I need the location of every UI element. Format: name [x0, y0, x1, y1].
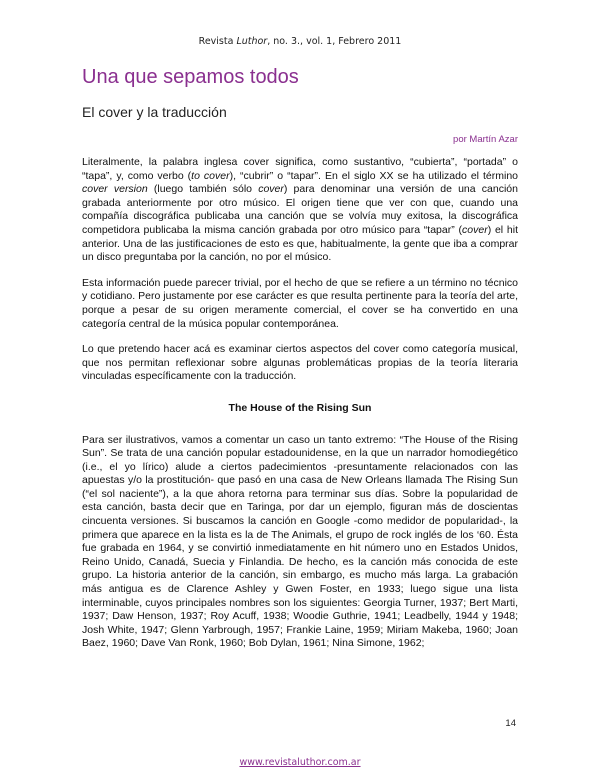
p1-text-e: (luego también sólo	[147, 183, 259, 196]
p1-italic-to-cover: to cover	[191, 169, 230, 182]
p1-text-a: Literalmente, la palabra inglesa cover significa, como sustantivo, “cubierta”, “portada” o “tapa”, y, como verbo (	[82, 156, 518, 182]
section-heading: The House of the Rising Sun	[228, 401, 372, 414]
article-body	[82, 156, 518, 663]
p1-text-c: ), “cubrir” o “tapar”. En el siglo XX se ha utilizado el término	[229, 169, 519, 182]
p1-italic-cover-2: cover	[462, 223, 488, 236]
header-issue: , no. 3., vol. 1, Febrero 2011	[267, 36, 402, 47]
article-title: Una que sepamos todos	[82, 66, 299, 88]
p1-italic-cover-version: cover version	[82, 183, 148, 196]
paragraph-4: Para ser ilustrativos, vamos a comentar un caso un tanto extremo: “The House of the Rising Sun”. Se trata de una canción popular estadounidense, en la que un narrador homodiegético (i.e., el yo lírico) alude a ciertos padecimientos -presuntamente relacionados con las apuestas y/o la prostitución- que pasó en una casa de New Orleans llamada The Rising Sun (“el sol naciente”), a la que ahora retorna para terminar sus días. Sobre la popularidad de esta canción, basta decir que en Taringa, por dar un ejemplo, figuran más de doscientas cincuenta versiones. Si buscamos la canción en Google -como medidor de popularidad-, la primera que aparece en la lista es la de The Animals, el grupo de rock inglés de los ‘60. Ésta fue grabada en 1964, y se convirtió inmediatamente en hit número uno en Estados Unidos, Reino Unido, Canadá, Suecia y Finlandia. De hecho, es la canción más conocida de este grupo. La historia anterior de la canción, sin embargo, es mucho más larga. La grabación más antigua es de Clarence Ashley y Gwen Foster, en 1933; luego sigue una lista interminable, cuyos principales nombres son los siguientes: Georgia Turner, 1937; Bert Marti, 1937; Daw Henson, 1937; Roy Acuff, 1938; Woodie Guthrie, 1941; Leadbelly, 1944 y 1948; Josh White, 1947; Glenn Yarbrough, 1957; Frankie Laine, 1959; Miriam Makeba, 1960; Joan Baez, 1960; Dave Van Ronk, 1960; Bob Dylan, 1961; Nina Simone, 1962;	[82, 433, 518, 650]
paragraph-1	[82, 156, 518, 265]
p1-italic-cover: cover	[258, 183, 284, 196]
header-journal: Revista	[198, 36, 237, 47]
p1-text-g: ) para denominar una versión de una canción grabada anteriormente por otro músico. El origen tiene que ver con que, cuando una compañía discográfica publicaba una canción que se volvía muy exitosa, la discográfica competidora publicaba la misma canción grabada por otro músico para “tapar” (	[82, 183, 518, 236]
paragraph-3: Lo que pretendo hacer acá es examinar ciertos aspectos del cover como categoría musical, que nos permitan reflexionar sobre algunas problemáticas propias de la teoría literaria vinculadas específicamente con la traducción.	[82, 343, 518, 383]
page-number: 14	[505, 718, 516, 729]
footer-link[interactable]: www.revistaluthor.com.ar	[239, 757, 361, 768]
p1-text-i: ) el hit anterior. Una de las justificaciones de esto es que, habitualmente, la gente que iba a comprar un disco preguntaba por la canción, no por el músico.	[82, 223, 519, 264]
author-byline: por Martín Azar	[453, 134, 518, 145]
article-subtitle: El cover y la traducción	[82, 104, 227, 120]
paragraph-2: Esta información puede parecer trivial, por el hecho de que se refiere a un término no técnico y cotidiano. Pero justamente por ese carácter es que resulta pertinente para la teoría del arte, porque a pesar de su origen meramente comercial, el cover se ha convertido en una categoría central de la música popular contemporánea.	[82, 276, 518, 330]
header-journal-italic: Luthor	[236, 36, 268, 47]
running-header	[0, 36, 600, 47]
